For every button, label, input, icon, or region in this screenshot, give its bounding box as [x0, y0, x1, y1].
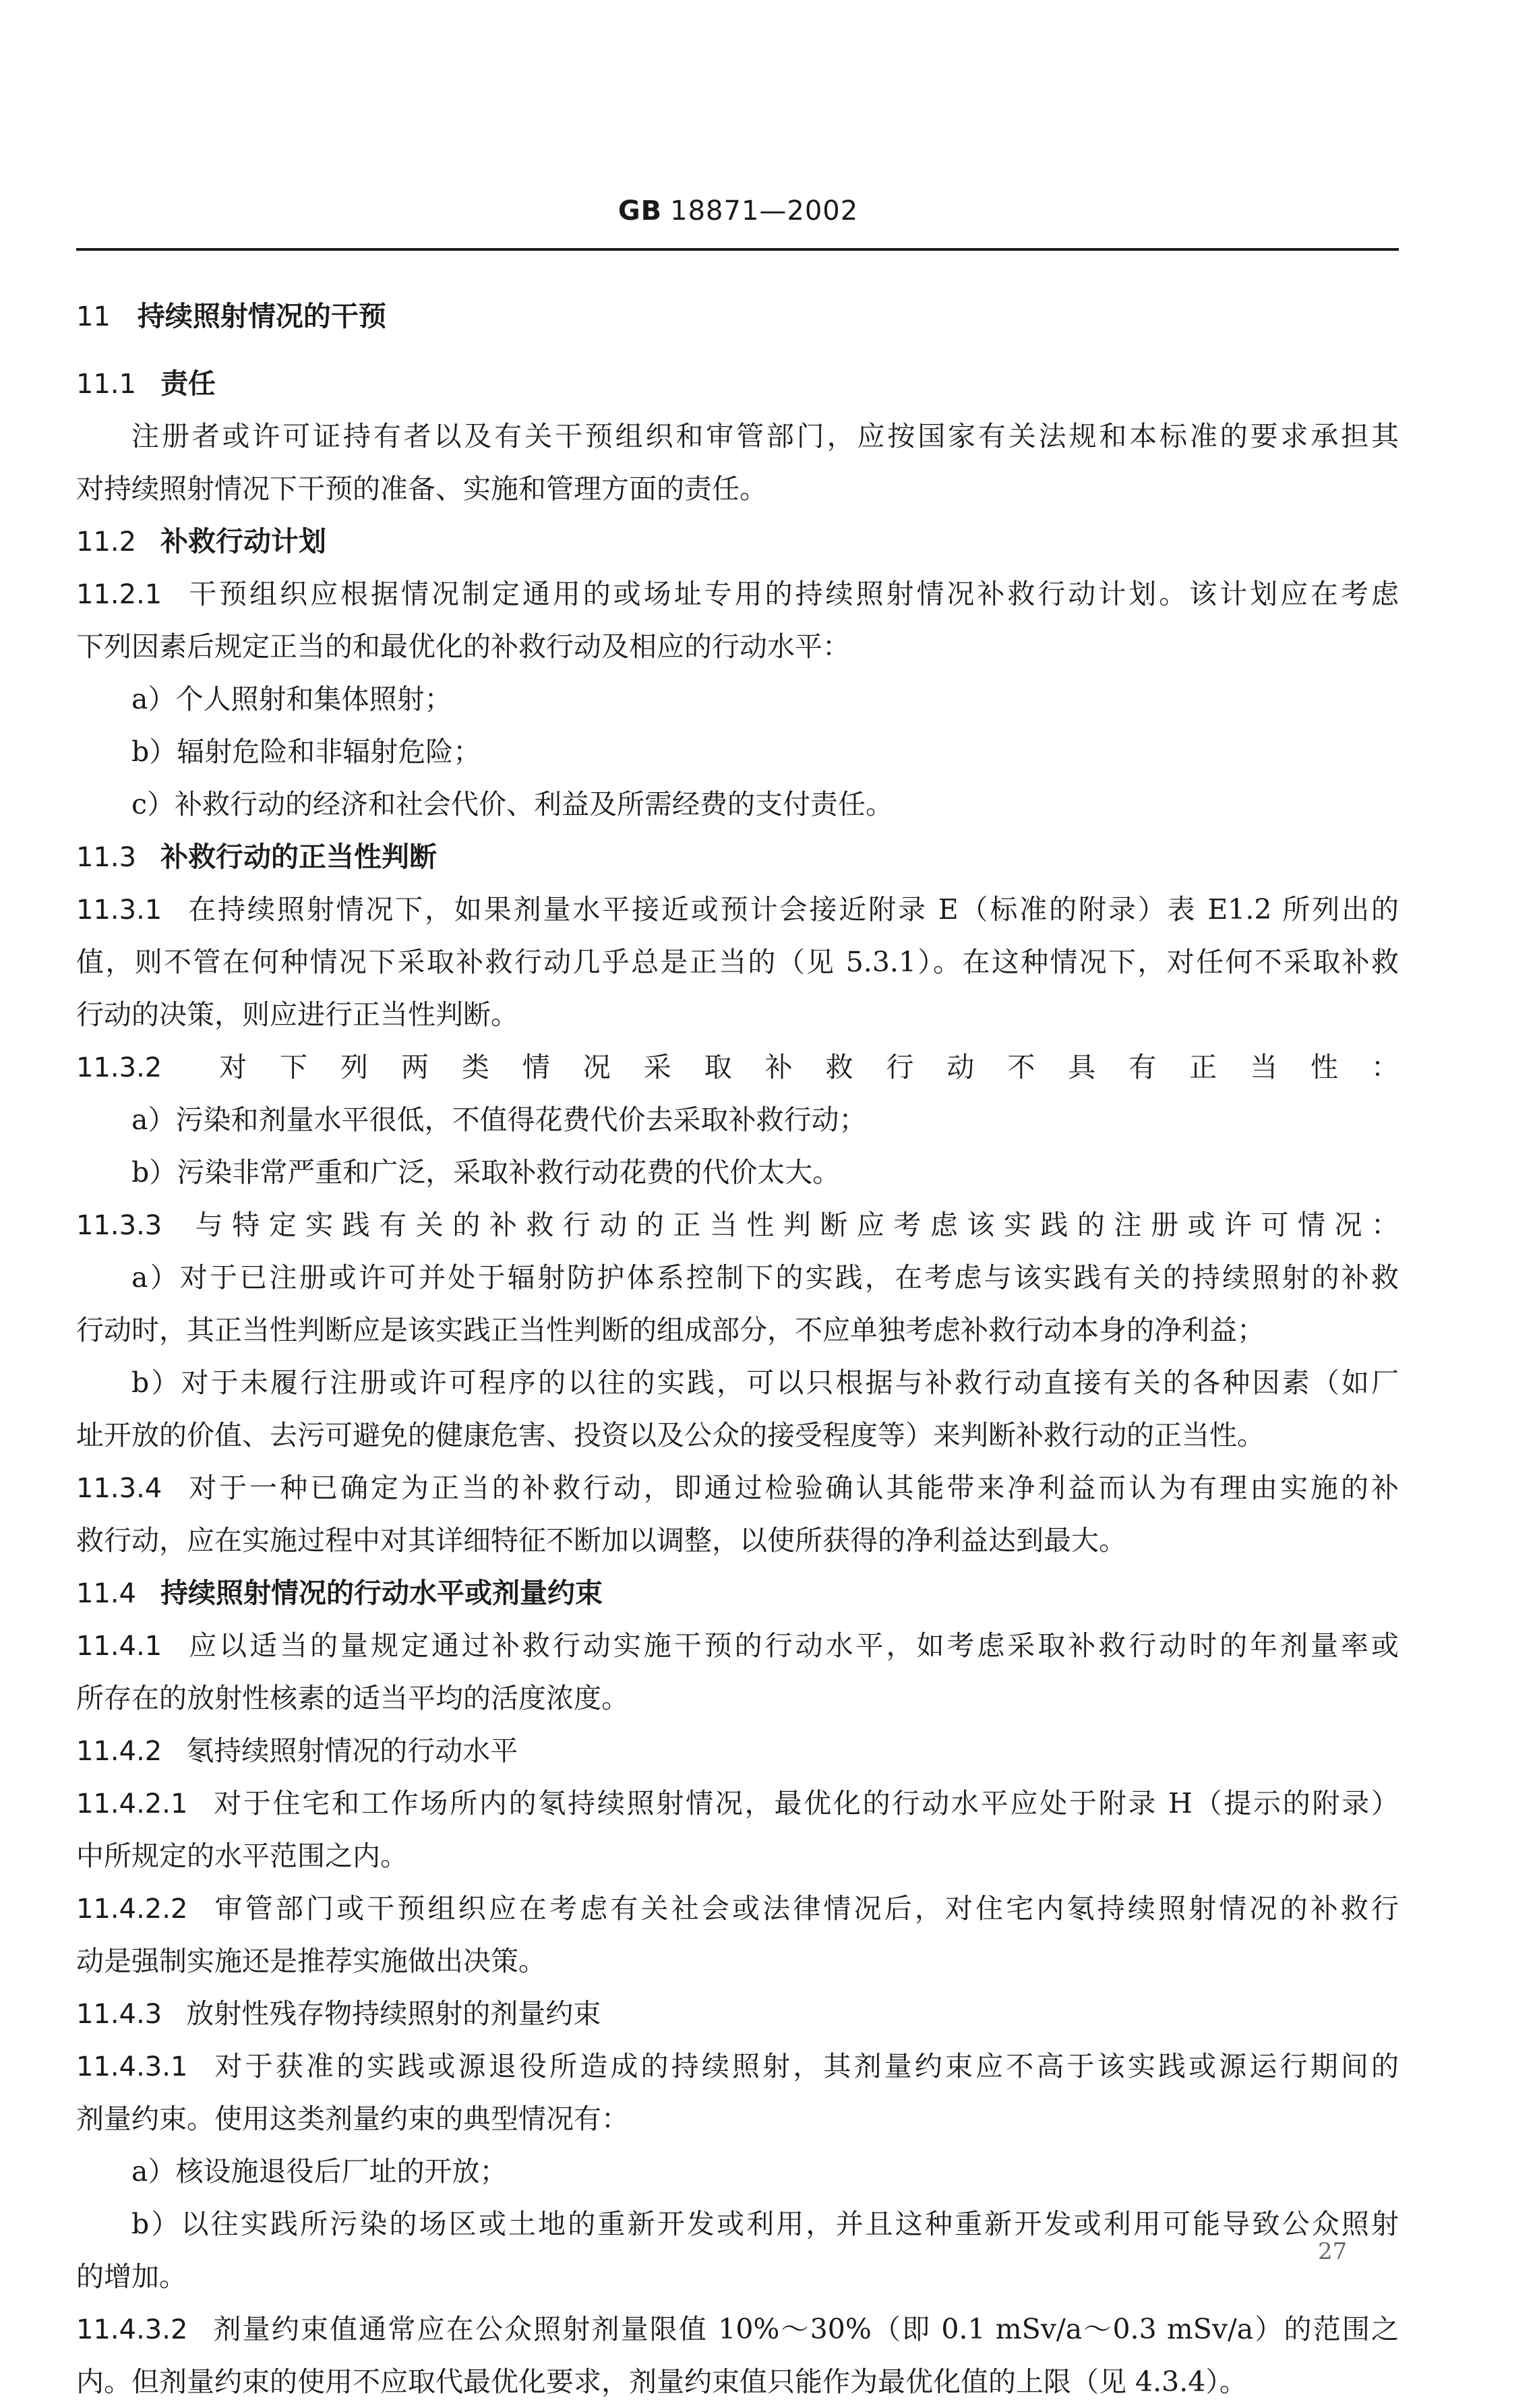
clause-number: 11.2.1 [76, 579, 162, 610]
paragraph-line: 救行动，应在实施过程中对其详细特征不断加以调整，以使所获得的净利益达到最大。 [76, 1524, 1126, 1557]
paragraph-line: 值，则不管在何种情况下采取补救行动几乎总是正当的（见 5.3.1）。在这种情况下，对任何不采取补救 [76, 946, 1399, 978]
clause-number: 11.2 [76, 526, 137, 558]
clause-paragraph [76, 2303, 1399, 2355]
clause-paragraph [76, 2040, 1399, 2093]
heading-text: 补救行动计划 [160, 525, 327, 558]
clause-number: 11.3.3 [76, 1210, 162, 1241]
list-item: b）辐射危险和非辐射危险； [131, 735, 481, 768]
heading-text: 责任 [160, 367, 216, 400]
clause-number: 11.4.2.2 [76, 1894, 188, 1925]
clause-number: 11.4.3 [76, 1999, 162, 2030]
clause-number: 11 [76, 301, 111, 332]
paragraph-text: 与特定实践有关的补救行动的正当性判断应考虑该实践的注册或许可情况： [186, 1209, 1399, 1241]
clause-number: 11.4.2.1 [76, 1788, 188, 1819]
list-item: a）对于已注册或许可并处于辐射防护体系控制下的实践，在考虑与该实践有关的持续照射的补救 [131, 1261, 1399, 1294]
subsection-heading [76, 357, 1399, 410]
clause-number: 11.3 [76, 842, 137, 873]
subsection-heading [76, 1724, 1399, 1777]
paragraph-text: 对下列两类情况采取补救行动不具有正当性： [186, 1051, 1399, 1083]
clause-number: 11.4.3.1 [76, 2051, 188, 2082]
paragraph-text: 应以适当的量规定通过补救行动实施干预的行动水平，如考虑采取补救行动时的年剂量率或 [186, 1629, 1399, 1662]
paragraph-line: 注册者或许可证持有者以及有关干预组织和审管部门，应按国家有关法规和本标准的要求承担其 [131, 420, 1399, 452]
list-item: a）个人照射和集体照射； [131, 683, 452, 715]
paragraph-text: 对于获准的实践或源退役所造成的持续照射，其剂量约束应不高于该实践或源运行期间的 [212, 2050, 1399, 2082]
paragraph-line: 剂量约束。使用这类剂量约束的典型情况有： [76, 2103, 629, 2135]
clause-paragraph [76, 568, 1399, 620]
heading-text: 放射性残存物持续照射的剂量约束 [186, 1997, 601, 2030]
paragraph-line: 的增加。 [76, 2260, 187, 2293]
list-item: c）补救行动的经济和社会代价、利益及所需经费的支付责任。 [131, 788, 893, 820]
paragraph-text: 干预组织应根据情况制定通用的或场址专用的持续照射情况补救行动计划。该计划应在考虑 [186, 578, 1399, 610]
standard-number: 18871—2002 [670, 195, 859, 227]
subsection-heading [76, 831, 1399, 883]
clause-number: 11.1 [76, 369, 137, 400]
paragraph-line: 下列因素后规定正当的和最优化的补救行动及相应的行动水平： [76, 630, 850, 663]
clause-paragraph [76, 1462, 1399, 1514]
paragraph-text: 对于住宅和工作场所内的氡持续照射情况，最优化的行动水平应处于附录 H（提示的附录） [212, 1787, 1399, 1819]
paragraph-text: 剂量约束值通常应在公众照射剂量限值 10%～30%（即 0.1 mSv/a～0.3 mSv/a）的范围之 [212, 2313, 1399, 2345]
paragraph-line: 行动时，其正当性判断应是该实践正当性判断的组成部分，不应单独考虑补救行动本身的净利益； [76, 1314, 1265, 1346]
page-number: 27 [1318, 2238, 1348, 2265]
clause-number: 11.4.1 [76, 1631, 162, 1662]
clause-number: 11.4 [76, 1578, 137, 1609]
paragraph-line: 址开放的价值、去污可避免的健康危害、投资以及公众的接受程度等）来判断补救行动的正当性。 [76, 1419, 1265, 1451]
clause-paragraph [76, 883, 1399, 936]
section-heading [76, 290, 1399, 342]
clause-number: 11.3.1 [76, 895, 162, 926]
header-rule [76, 248, 1399, 251]
heading-text: 补救行动的正当性判断 [160, 841, 438, 873]
paragraph-line: 动是强制实施还是推荐实施做出决策。 [76, 1945, 546, 1977]
subsection-heading [76, 1567, 1399, 1619]
subsection-heading [76, 515, 1399, 568]
paragraph-text: 审管部门或干预组织应在考虑有关社会或法律情况后，对住宅内氡持续照射情况的补救行 [212, 1892, 1399, 1925]
heading-text: 持续照射情况的干预 [137, 300, 386, 332]
heading-text: 氡持续照射情况的行动水平 [186, 1735, 518, 1767]
clause-number: 11.3.2 [76, 1052, 162, 1083]
list-item: b）对于未履行注册或许可程序的以往的实践，可以只根据与补救行动直接有关的各种因素（如厂 [131, 1366, 1399, 1399]
standard-prefix: GB [617, 195, 663, 227]
paragraph-text: 对于一种已确定为正当的补救行动，即通过检验确认其能带来净利益而认为有理由实施的补 [186, 1472, 1399, 1504]
clause-number: 11.4.3.2 [76, 2314, 188, 2345]
clause-number: 11.3.4 [76, 1473, 162, 1504]
paragraph-line: 中所规定的水平范围之内。 [76, 1840, 408, 1872]
paragraph-line: 对持续照射情况下干预的准备、实施和管理方面的责任。 [76, 473, 767, 505]
list-item: a）核设施退役后厂址的开放； [131, 2155, 508, 2188]
clause-paragraph [76, 1619, 1399, 1672]
paragraph-text: 在持续照射情况下，如果剂量水平接近或预计会接近附录 E（标准的附录）表 E1.2 所列出的 [186, 893, 1399, 926]
clause-paragraph [76, 1041, 1399, 1093]
subsection-heading [76, 1987, 1399, 2040]
paragraph-line: 所存在的放射性核素的适当平均的活度浓度。 [76, 1682, 629, 1714]
paragraph-line: 内。但剂量约束的使用不应取代最优化要求，剂量约束值只能作为最优化值的上限（见 4.3.4）。 [76, 2366, 1247, 2398]
list-item: b）污染非常严重和广泛，采取补救行动花费的代价太大。 [131, 1156, 841, 1188]
clause-paragraph [76, 1199, 1399, 1251]
list-item: a）污染和剂量水平很低，不值得花费代价去采取补救行动； [131, 1104, 867, 1136]
clause-paragraph [76, 1882, 1399, 1935]
clause-number: 11.4.2 [76, 1736, 162, 1767]
list-item: b）以往实践所污染的场区或土地的重新开发或利用，并且这种重新开发或利用可能导致公众照射 [131, 2208, 1399, 2240]
paragraph-line: 行动的决策，则应进行正当性判断。 [76, 998, 518, 1031]
page-header [88, 195, 1389, 227]
heading-text: 持续照射情况的行动水平或剂量约束 [160, 1577, 603, 1609]
clause-paragraph [76, 1777, 1399, 1830]
